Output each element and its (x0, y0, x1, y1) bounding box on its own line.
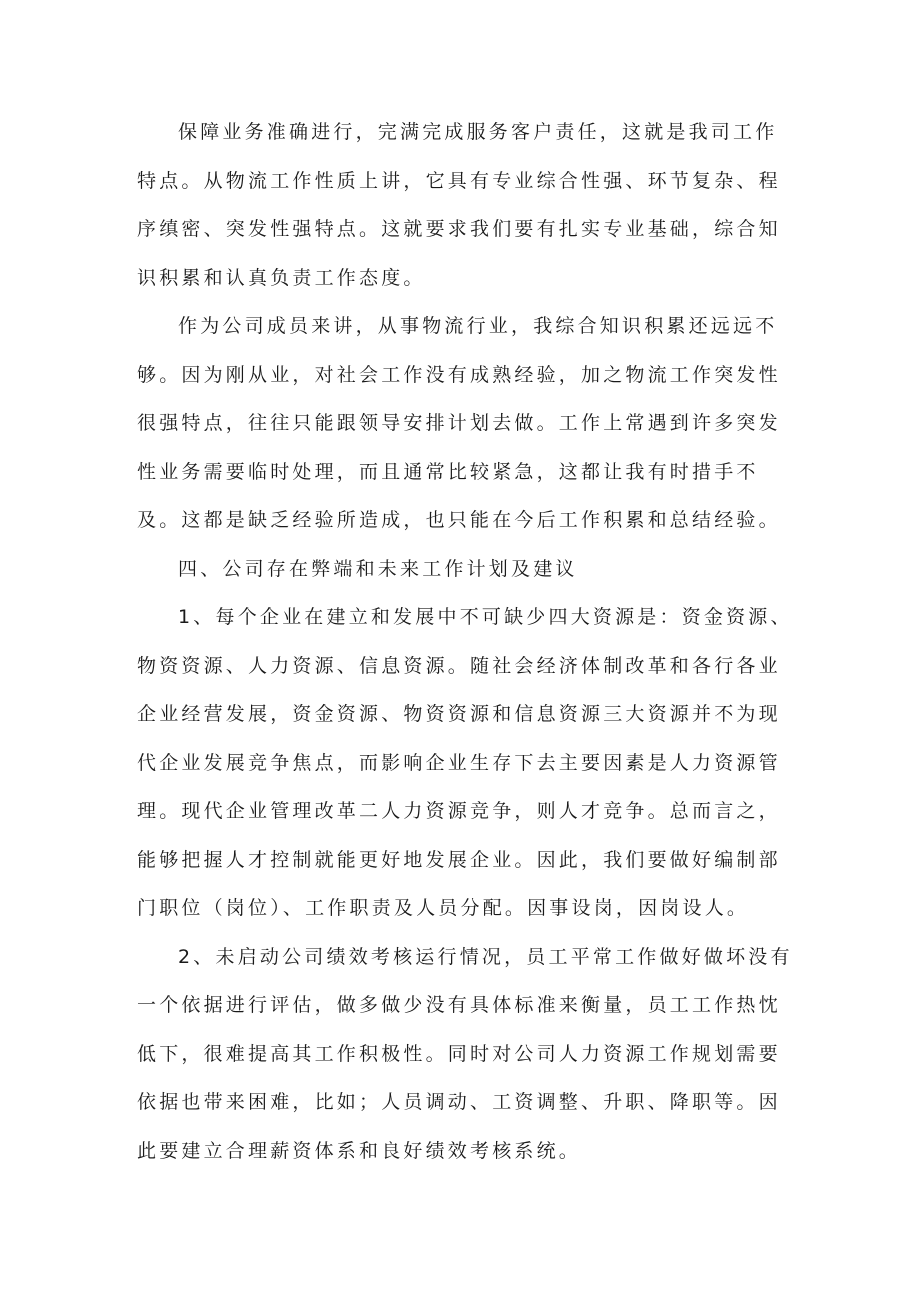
paragraph-item-1-resources: 1、每个企业在建立和发展中不可缺少四大资源是：资金资源、物资资源、人力资源、信息资源。随社会经济体制改革和各行各业企业经营发展，资金资源、物资资源和信息资源三大资源并不为现代企业发展竞争焦点，而影响企业生存下去主要因素是人力资源管理。现代企业管理改革二人力资源竞争，则人才竞争。总而言之，能够把握人才控制就能更好地发展企业。因此，我们要做好编制部门职位（岗位）、工作职责及人员分配。因事设岗，因岗设人。 (137, 606, 793, 919)
document-body (137, 108, 793, 1175)
paragraph-item-2-performance: 2、未启动公司绩效考核运行情况，员工平常工作做好做坏没有一个依据进行评估，做多做少没有具体标准来衡量，员工工作热忱低下，很难提高其工作积极性。同时对公司人力资源工作规划需要依据也带来困难，比如；人员调动、工资调整、升职、降职等。因此要建立合理薪资体系和良好绩效考核系统。 (137, 945, 793, 1162)
paragraph-personal-experience: 作为公司成员来讲，从事物流行业，我综合知识积累还远远不够。因为刚从业，对社会工作没有成熟经验，加之物流工作突发性很强特点，往往只能跟领导安排计划去做。工作上常遇到许多突发性业务需要临时处理，而且通常比较紧急，这都让我有时措手不及。这都是缺乏经验所造成，也只能在今后工作积累和总结经验。 (137, 315, 781, 531)
paragraph-work-characteristics: 保障业务准确进行，完满完成服务客户责任，这就是我司工作特点。从物流工作性质上讲，它具有专业综合性强、环节复杂、程序缜密、突发性强特点。这就要求我们要有扎实专业基础，综合知识积累和认真负责工作态度。 (137, 121, 781, 289)
section-heading-issues-and-plans: 四、公司存在弊端和未来工作计划及建议 (178, 557, 578, 580)
